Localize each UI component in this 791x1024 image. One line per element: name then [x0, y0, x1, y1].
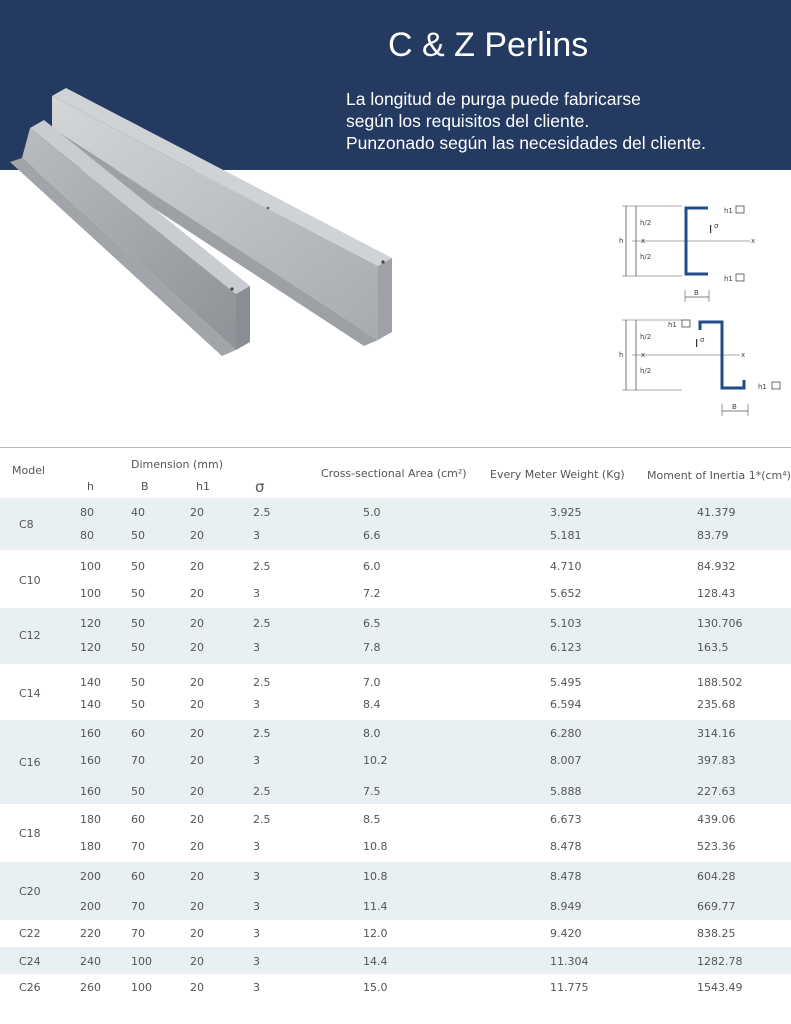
table-cell: 130.706 — [697, 617, 743, 630]
diagram-h1: h1 — [724, 275, 733, 283]
table-cell: 5.495 — [550, 676, 582, 689]
table-cell: 83.79 — [697, 529, 729, 542]
table-cell: 20 — [190, 698, 204, 711]
subtitle-line: según los requisitos del cliente. — [346, 111, 590, 131]
table-cell: 11.775 — [550, 981, 589, 994]
table-cell: 100 — [80, 560, 101, 573]
table-cell: 20 — [190, 754, 204, 767]
model-cell: C22 — [19, 927, 41, 940]
table-cell: 7.0 — [363, 676, 381, 689]
table-cell: 8.007 — [550, 754, 582, 767]
model-cell: C18 — [19, 826, 41, 840]
table-cell: 1282.78 — [697, 955, 743, 968]
table-cell: 523.36 — [697, 840, 736, 853]
table-cell: 235.68 — [697, 698, 736, 711]
table-cell: 3 — [253, 840, 260, 853]
table-cell: 200 — [80, 870, 101, 883]
table-cell: 669.77 — [697, 900, 736, 913]
table-cell: 100 — [80, 587, 101, 600]
table-cell: 180 — [80, 840, 101, 853]
diagram-h1: h1 — [668, 321, 677, 329]
z-section-diagram — [612, 314, 787, 424]
table-cell: 20 — [190, 617, 204, 630]
diagram-x: x — [641, 351, 646, 359]
table-cell: 6.280 — [550, 727, 582, 740]
table-cell: 180 — [80, 813, 101, 826]
table-group — [0, 974, 791, 1004]
table-cell: 3 — [253, 754, 260, 767]
table-cell: 6.594 — [550, 698, 582, 711]
table-cell: 838.25 — [697, 927, 736, 940]
table-cell: 8.478 — [550, 840, 582, 853]
diagram-half-h: h/2 — [640, 333, 652, 341]
table-cell: 2.5 — [253, 727, 271, 740]
subtitle-line: La longitud de purga puede fabricarse — [346, 89, 641, 109]
table-cell: 2.5 — [253, 617, 271, 630]
table-cell: 240 — [80, 955, 101, 968]
diagram-sigma: σ — [700, 336, 705, 344]
page-subtitle — [346, 88, 706, 154]
table-cell: 3 — [253, 587, 260, 600]
table-cell: 3.925 — [550, 506, 582, 519]
model-cell: C16 — [19, 756, 41, 769]
table-cell: 227.63 — [697, 785, 736, 798]
svg-text:I: I — [695, 337, 699, 350]
table-cell: 20 — [190, 560, 204, 573]
table-cell: 4.710 — [550, 560, 582, 573]
table-cell: 20 — [190, 676, 204, 689]
table-cell: 50 — [131, 529, 145, 542]
table-cell: 6.673 — [550, 813, 582, 826]
header-model: Model — [12, 464, 46, 477]
table-cell: 160 — [80, 785, 101, 798]
table-cell: 50 — [131, 587, 145, 600]
table-cell: 5.652 — [550, 587, 582, 600]
table-group — [0, 608, 791, 664]
table-cell: 70 — [131, 754, 145, 767]
table-cell: 163.5 — [697, 641, 729, 654]
table-cell: 50 — [131, 698, 145, 711]
table-cell: 3 — [253, 900, 260, 913]
table-cell: 20 — [190, 840, 204, 853]
table-cell: 60 — [131, 813, 145, 826]
table-cell: 70 — [131, 900, 145, 913]
table-cell: 3 — [253, 955, 260, 968]
table-cell: 20 — [190, 727, 204, 740]
table-cell: 100 — [131, 981, 152, 994]
header-h1: h1 — [196, 480, 210, 493]
diagram-half-h: h/2 — [640, 367, 652, 375]
diagram-h1: h1 — [724, 207, 733, 215]
table-cell: 100 — [131, 955, 152, 968]
header-sigma: σ — [255, 478, 265, 496]
model-cell: C12 — [19, 629, 41, 642]
diagram-x: x — [641, 237, 646, 245]
table-cell: 120 — [80, 641, 101, 654]
table-cell: 140 — [80, 676, 101, 689]
table-cell: 2.5 — [253, 676, 271, 689]
table-cell: 20 — [190, 955, 204, 968]
table-cell: 70 — [131, 840, 145, 853]
table-cell: 120 — [80, 617, 101, 630]
model-cell: C8 — [19, 517, 34, 531]
diagram-h1: h1 — [758, 383, 767, 391]
table-cell: 439.06 — [697, 813, 736, 826]
table-cell: 10.8 — [363, 840, 388, 853]
table-cell: 50 — [131, 785, 145, 798]
table-cell: 3 — [253, 529, 260, 542]
table-cell: 7.5 — [363, 785, 381, 798]
table-cell: 60 — [131, 870, 145, 883]
table-cell: 5.888 — [550, 785, 582, 798]
table-cell: 8.949 — [550, 900, 582, 913]
table-group — [0, 550, 791, 608]
table-cell: 6.6 — [363, 529, 381, 542]
diagram-x: x — [751, 237, 756, 245]
table-cell: 9.420 — [550, 927, 582, 940]
table-group — [0, 920, 791, 947]
table-cell: 6.5 — [363, 617, 381, 630]
diagram-half-h: h/2 — [640, 219, 652, 227]
table-cell: 8.5 — [363, 813, 381, 826]
header-inertia: Moment of Inertia 1*(cm⁴) — [647, 469, 791, 482]
table-cell: 6.123 — [550, 641, 582, 654]
table-cell: 3 — [253, 641, 260, 654]
svg-text:I: I — [709, 223, 713, 236]
table-cell: 20 — [190, 785, 204, 798]
c-section-diagram — [612, 198, 762, 308]
table-cell: 80 — [80, 506, 94, 519]
table-cell: 604.28 — [697, 870, 736, 883]
table-cell: 1543.49 — [697, 981, 743, 994]
table-cell: 7.8 — [363, 641, 381, 654]
table-cell: 2.5 — [253, 813, 271, 826]
table-cell: 200 — [80, 900, 101, 913]
table-cell: 160 — [80, 727, 101, 740]
table-cell: 50 — [131, 676, 145, 689]
table-cell: 260 — [80, 981, 101, 994]
divider — [0, 447, 791, 448]
table-cell: 70 — [131, 927, 145, 940]
table-cell: 6.0 — [363, 560, 381, 573]
table-cell: 220 — [80, 927, 101, 940]
table-cell: 3 — [253, 981, 260, 994]
model-cell: C20 — [19, 885, 41, 898]
table-cell: 160 — [80, 754, 101, 767]
table-cell: 15.0 — [363, 981, 388, 994]
table-cell: 5.103 — [550, 617, 582, 630]
table-cell: 5.0 — [363, 506, 381, 519]
table-cell: 7.2 — [363, 587, 381, 600]
table-cell: 2.5 — [253, 560, 271, 573]
table-cell: 20 — [190, 927, 204, 940]
table-cell: 60 — [131, 727, 145, 740]
header-b: B — [141, 480, 149, 493]
table-cell: 20 — [190, 506, 204, 519]
table-cell: 20 — [190, 529, 204, 542]
table-cell: 20 — [190, 813, 204, 826]
table-cell: 8.478 — [550, 870, 582, 883]
table-cell: 10.2 — [363, 754, 388, 767]
table-cell: 2.5 — [253, 506, 271, 519]
table-group — [0, 498, 791, 550]
table-cell: 50 — [131, 560, 145, 573]
header-area: Cross-sectional Area (cm²) — [321, 467, 467, 480]
table-cell: 8.4 — [363, 698, 381, 711]
table-cell: 314.16 — [697, 727, 736, 740]
table-group — [0, 664, 791, 720]
table-cell: 188.502 — [697, 676, 743, 689]
table-cell: 20 — [190, 587, 204, 600]
table-group — [0, 947, 791, 974]
page-title: C & Z Perlins — [388, 26, 589, 64]
table-cell: 128.43 — [697, 587, 736, 600]
table-cell: 40 — [131, 506, 145, 519]
table-cell: 84.932 — [697, 560, 736, 573]
model-cell: C14 — [19, 687, 41, 700]
header-h: h — [87, 480, 94, 493]
table-cell: 20 — [190, 641, 204, 654]
table-cell: 50 — [131, 617, 145, 630]
diagram-b: B — [732, 403, 737, 411]
model-cell: C24 — [19, 955, 41, 968]
table-cell: 3 — [253, 927, 260, 940]
model-cell: C10 — [19, 573, 41, 587]
table-cell: 3 — [253, 698, 260, 711]
subtitle-line: Punzonado según las necesidades del cliente. — [346, 133, 706, 153]
table-cell: 11.4 — [363, 900, 388, 913]
table-cell: 12.0 — [363, 927, 388, 940]
header-weight: Every Meter Weight (Kg) — [490, 468, 625, 481]
table-cell: 14.4 — [363, 955, 388, 968]
model-cell: C26 — [19, 981, 41, 994]
diagram-x: x — [741, 351, 746, 359]
diagram-sigma: σ — [714, 222, 719, 230]
diagram-h: h — [619, 351, 624, 359]
table-cell: 20 — [190, 981, 204, 994]
table-cell: 397.83 — [697, 754, 736, 767]
table-cell: 11.304 — [550, 955, 589, 968]
table-cell: 20 — [190, 900, 204, 913]
table-cell: 5.181 — [550, 529, 582, 542]
diagram-b: B — [694, 289, 699, 297]
table-group — [0, 862, 791, 920]
table-cell: 140 — [80, 698, 101, 711]
diagram-half-h: h/2 — [640, 253, 652, 261]
table-cell: 8.0 — [363, 727, 381, 740]
table-cell: 80 — [80, 529, 94, 542]
diagram-h: h — [619, 237, 624, 245]
table-group — [0, 720, 791, 804]
table-cell: 50 — [131, 641, 145, 654]
table-cell: 2.5 — [253, 785, 271, 798]
table-cell: 41.379 — [697, 506, 736, 519]
table-group — [0, 804, 791, 862]
header-dimension: Dimension (mm) — [131, 458, 223, 471]
table-cell: 3 — [253, 870, 260, 883]
table-cell: 10.8 — [363, 870, 388, 883]
table-cell: 20 — [190, 870, 204, 883]
